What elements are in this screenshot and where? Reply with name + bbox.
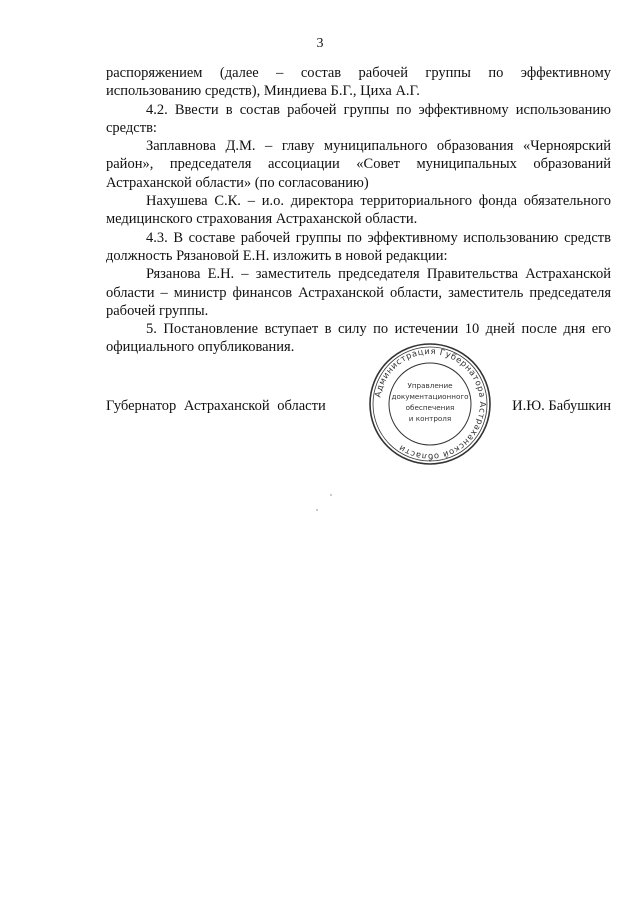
paragraph-zaplavnov: Заплавнова Д.М. – главу муниципального образования «Черноярский район», председателя ассоциации «Совет муниципальных образований Астраханской области» (по согласованию)	[106, 138, 611, 191]
body-text	[106, 64, 611, 357]
signatory-name: И.Ю. Бабушкин	[512, 398, 611, 414]
paragraph-continuation: распоряжением (далее – состав рабочей группы по эффективному использованию средств), Миндиева Б.Г., Циха А.Г.	[106, 65, 611, 100]
seal-center-line-3: обеспечения	[405, 403, 455, 412]
page-number: 3	[316, 36, 324, 51]
official-seal-stamp	[368, 342, 492, 466]
seal-center-line-2: документационного	[391, 392, 469, 401]
paragraph-nakhushev: Нахушева С.К. – и.о. директора территориального фонда обязательного медицинского страхования Астраханской области.	[106, 193, 611, 228]
signatory-title: Губернатор Астраханской области	[106, 398, 326, 414]
paragraph-4-2: 4.2. Ввести в состав рабочей группы по эффективному использованию средств:	[106, 101, 611, 136]
seal-center-line-1: Управление	[407, 381, 453, 390]
paragraph-4-3: 4.3. В составе рабочей группы по эффективному использованию средств должность Рязановой Е.Н. изложить в новой редакции:	[106, 229, 611, 264]
scan-speck	[316, 509, 318, 511]
paragraph-5: 5. Постановление вступает в силу по истечении 10 дней после дня его официального опубликования.	[106, 321, 611, 356]
seal-center-line-4: и контроля	[408, 414, 452, 423]
paragraph-ryazanova: Рязанова Е.Н. – заместитель председателя Правительства Астраханской области – министр финансов Астраханской области, заместитель председателя рабочей группы.	[106, 266, 611, 319]
seal-ring-text: Администрация Губернатора Астраханской области	[372, 345, 489, 463]
scan-speck	[330, 494, 332, 496]
signature-block	[106, 398, 611, 418]
